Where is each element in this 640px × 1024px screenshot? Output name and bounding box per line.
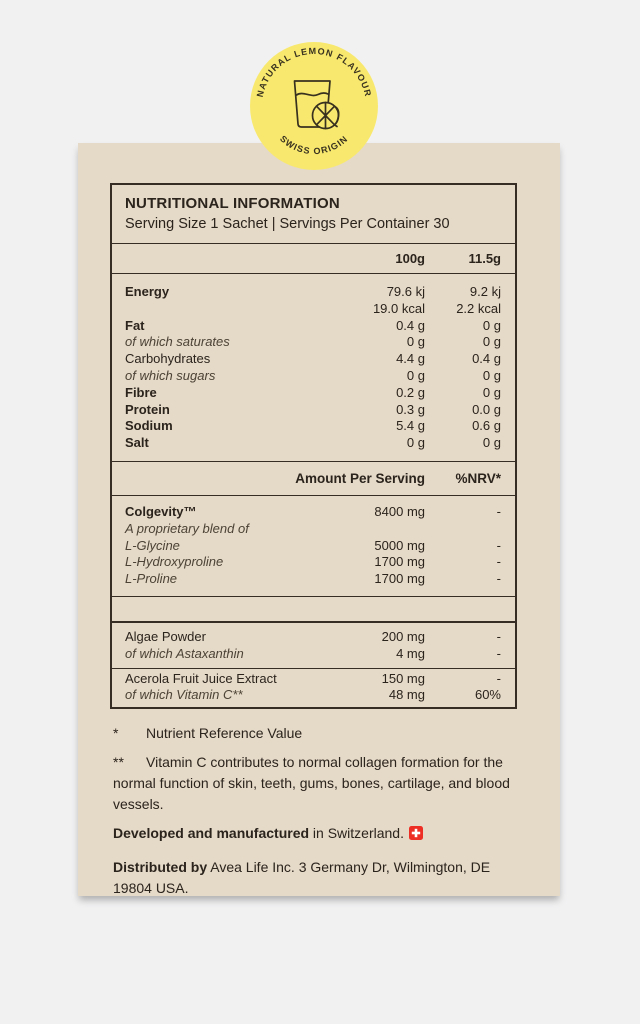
table-row-vitamin-c [112, 687, 515, 704]
row-label: Colgevity™ [125, 503, 197, 519]
row-label: Salt [125, 435, 149, 451]
row-value-100g: 0 g [406, 435, 425, 451]
distributed-bold: Distributed by [113, 858, 208, 875]
row-value-100g: 0.3 g [396, 401, 425, 417]
table-row-salt [112, 435, 515, 452]
table-row-protein [112, 402, 515, 419]
nutrients-section [112, 274, 515, 462]
distributed-line [113, 857, 526, 900]
row-value-amount: 8400 mg [374, 503, 425, 519]
row-label: L-Glycine [125, 537, 180, 553]
row-value-amount: 5000 mg [374, 537, 425, 553]
serving-size-line: Serving Size 1 Sachet | Servings Per Container 30 [125, 216, 450, 232]
row-label: of which Vitamin C** [125, 687, 243, 703]
row-value-amount: 150 mg [381, 670, 425, 686]
manufactured-rest: in Switzerland. [309, 825, 404, 842]
row-value-serving: 0 g [482, 334, 501, 350]
row-label: Algae Powder [125, 628, 206, 644]
row-value-100g: 0.4 g [396, 317, 425, 333]
distributed-rest: Avea Life Inc. 3 Germany Dr, Wilmington, DE 19804 USA. [113, 858, 491, 897]
footnotes [113, 723, 526, 815]
amount-per-serving-header: Amount Per Serving [295, 470, 425, 486]
row-value-nrv: - [496, 503, 501, 519]
badge-top-arc-text: NATURAL LEMON FLAVOUR [254, 45, 374, 99]
table-header [112, 185, 515, 244]
row-value-nrv: - [496, 628, 501, 644]
table-row-proprietary-blend [112, 521, 515, 538]
row-value-nrv: - [496, 554, 501, 570]
row-value-nrv: - [496, 537, 501, 553]
row-value-100g: 4.4 g [396, 351, 425, 367]
row-label: A proprietary blend of [125, 520, 249, 536]
row-value-nrv: - [496, 645, 501, 661]
table-row-colgevity [112, 504, 515, 521]
table-row-astaxanthin [112, 646, 515, 663]
row-value-amount: 1700 mg [374, 571, 425, 587]
table-row-sodium [112, 418, 515, 435]
table-row-acerola [112, 671, 515, 688]
row-label: Fibre [125, 384, 157, 400]
row-label: of which Astaxanthin [125, 645, 244, 661]
nutrition-table [110, 183, 517, 709]
table-title: NUTRITIONAL INFORMATION [125, 195, 340, 212]
row-label: Fat [125, 317, 145, 333]
row-value-100g: 0 g [406, 334, 425, 350]
footnote-nrv [113, 723, 526, 744]
algae-section [112, 623, 515, 669]
table-row-sugars [112, 368, 515, 385]
table-row-saturates [112, 334, 515, 351]
row-value-serving: 0.6 g [472, 418, 501, 434]
column-header-row [112, 244, 515, 274]
table-row-fibre [112, 385, 515, 402]
nrv-header: %NRV* [455, 470, 501, 486]
manufactured-bold: Developed and manufactured [113, 825, 310, 842]
row-value-nrv: 60% [474, 687, 501, 703]
row-value-serving: 0.4 g [472, 351, 501, 367]
row-label: L-Proline [125, 571, 178, 587]
colgevity-section [112, 496, 515, 597]
footnote-vitamin-c [113, 752, 526, 815]
row-value-amount: 48 mg [388, 687, 425, 703]
row-value-serving: 9.2 kj [469, 284, 501, 299]
table-row-energy-kcal [112, 301, 515, 318]
column-header-11-5g: 11.5g [468, 251, 501, 266]
column-header-100g: 100g [395, 251, 425, 266]
row-label: L-Hydroxyproline [125, 554, 224, 570]
flavour-badge [250, 42, 378, 170]
row-value-amount: 4 mg [396, 645, 425, 661]
row-label: Protein [125, 401, 170, 417]
row-value-amount: 1700 mg [374, 554, 425, 570]
row-value-serving: 0 g [482, 384, 501, 400]
row-label: of which sugars [125, 367, 216, 383]
row-value-serving: 0 g [482, 435, 501, 451]
badge-bottom-arc-text: SWISS ORIGIN [278, 133, 350, 157]
row-value-100g: 0 g [406, 367, 425, 383]
row-label: Acerola Fruit Juice Extract [125, 670, 277, 686]
manufactured-line [113, 823, 526, 847]
row-label: Carbohydrates [125, 351, 211, 367]
row-value-nrv: - [496, 571, 501, 587]
footnote-marker: ** [113, 754, 124, 771]
row-value-nrv: - [496, 670, 501, 686]
footnote-text: Vitamin C contributes to normal collagen formation for the normal function of skin, teeth, gums, bones, cartilage, and blood vessels. [113, 754, 510, 813]
row-value-100g: 5.4 g [396, 418, 425, 434]
table-row-proline [112, 571, 515, 588]
acerola-section [112, 669, 515, 708]
row-value-100g: 19.0 kcal [372, 300, 425, 316]
row-value-serving: 0.0 g [472, 401, 501, 417]
table-row-algae-powder [112, 629, 515, 646]
row-value-amount: 200 mg [381, 628, 425, 644]
footnote-marker: * [113, 725, 119, 742]
table-row-glycine [112, 538, 515, 555]
table-row-carbohydrates [112, 351, 515, 368]
row-value-100g: 0.2 g [396, 384, 425, 400]
table-row-fat [112, 318, 515, 335]
row-value-serving: 2.2 kcal [456, 300, 501, 316]
row-value-serving: 0 g [482, 317, 501, 333]
empty-spacer-row [112, 597, 515, 623]
label-card [78, 143, 560, 896]
amount-per-serving-header-row [112, 462, 515, 496]
swiss-flag-icon [409, 825, 423, 847]
row-label: Energy [125, 284, 170, 299]
row-label: Sodium [125, 418, 173, 434]
row-label: of which saturates [125, 334, 230, 350]
footnote-text: Nutrient Reference Value [146, 725, 303, 742]
table-row-hydroxyproline [112, 554, 515, 571]
table-row-energy [112, 284, 515, 301]
row-value-100g: 79.6 kj [386, 284, 425, 299]
row-value-serving: 0 g [482, 367, 501, 383]
